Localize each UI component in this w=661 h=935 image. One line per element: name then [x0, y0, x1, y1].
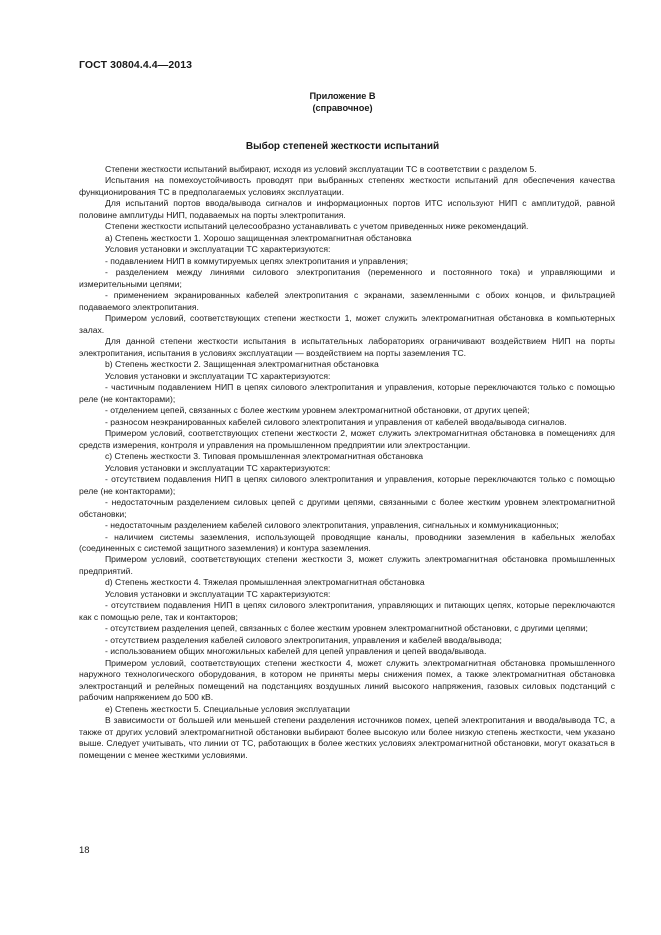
list-heading: b) Степень жесткости 2. Защищенная электромагнитная обстановка — [105, 359, 379, 370]
appendix-type: (справочное) — [312, 103, 373, 113]
paragraph: Для данной степени жесткости испытания в испытательных лабораториях ограничивают воздействием НИП на порты электропитания, испытания в условиях эксплуатации — воздействием на порты заземления ТС. — [79, 336, 615, 358]
paragraph: Примером условий, соответствующих степени жесткости 1, может служить электромагнитная обстановка в компьютерных залах. — [79, 313, 615, 335]
paragraph: Примером условий, соответствующих степени жесткости 2, может служить электромагнитная обстановка в помещениях для средств измерения, контроля и управления на промышленном предприятии или электростанции. — [79, 428, 615, 450]
body-text — [79, 164, 615, 761]
paragraph: Примером условий, соответствующих степени жесткости 4, может служить электромагнитная обстановка промышленного наружного технологического оборудования, в котором не приняты меры снижения помех, а также электромагнитная обстановка электростанций и релейных помещений на подстанциях воздушных линий высокого напряжения, газовых силовых подстанций с рабочим напряжением до 500 кВ. — [79, 657, 615, 703]
paragraph: Испытания на помехоустойчивость проводят при выбранных степенях жесткости испытаний для обеспечения качества функционирования ТС в предполагаемых условиях эксплуатации. — [79, 175, 615, 197]
list-heading: a) Степень жесткости 1. Хорошо защищенная электромагнитная обстановка — [105, 232, 412, 243]
list-item: - отделением цепей, связанных с более жестким уровнем электромагнитной обстановки, от других цепей; — [105, 405, 530, 416]
list-item: - применением экранированных кабелей электропитания с экранами, заземленными с обоих концов, и фильтрацией подаваемого электропитания. — [79, 290, 615, 312]
list-item: - разделением между линиями силового электропитания (переменного и постоянного тока) и управляющими и измерительными цепями; — [79, 267, 615, 289]
paragraph: Условия установки и эксплуатации ТС характеризуются: — [105, 244, 331, 255]
paragraph: Примером условий, соответствующих степени жесткости 3, может служить электромагнитная обстановка промышленных предприятий. — [79, 554, 615, 576]
list-item: - разносом неэкранированных кабелей силового электропитания и управления от кабелей ввода/вывода сигналов. — [105, 416, 567, 427]
document-header: ГОСТ 30804.4.4—2013 — [79, 59, 193, 71]
list-item: - отсутствием разделения кабелей силового электропитания, управления и кабелей ввода/вывода; — [105, 634, 502, 645]
list-item: - наличием системы заземления, использующей проводящие каналы, проводники заземления в кабельных желобах (соединенных с системой защитного заземления) и контура заземления. — [79, 531, 615, 553]
list-item: - частичным подавлением НИП в цепях силового электропитания и управления, которые переключаются только с помощью реле (не контакторами); — [79, 382, 615, 404]
list-item: - недостаточным разделением силовых цепей с другими цепями, связанными с более жестким уровнем электромагнитной обстановки; — [79, 497, 615, 519]
list-item: - недостаточным разделением кабелей силового электропитания, управления, сигнальных и коммуникационных; — [105, 520, 559, 531]
list-heading: c) Степень жесткости 3. Типовая промышленная электромагнитная обстановка — [105, 451, 424, 462]
page-number: 18 — [79, 845, 90, 856]
paragraph: Степени жесткости испытаний выбирают, исходя из условий эксплуатации ТС в соответствии с разделом 5. — [105, 164, 537, 174]
list-heading: e) Степень жесткости 5. Специальные условия эксплуатации — [105, 703, 350, 714]
paragraph: Условия установки и эксплуатации ТС характеризуются: — [105, 370, 331, 381]
list-item: - отсутствием подавления НИП в цепях силового электропитания, управляющих и питающих цепях, которые переключаются как с помощью реле, так и контакторов; — [79, 600, 615, 622]
paragraph: Условия установки и эксплуатации ТС характеризуются: — [105, 588, 331, 599]
paragraph: Для испытаний портов ввода/вывода сигналов и информационных портов ИТС используют НИП с амплитудой, равной половине амплитуды НИП, подаваемых на порты электропитания. — [79, 198, 615, 220]
list-item: - отсутствием разделения цепей, связанных с более жестким уровнем электромагнитной обстановки, с другими цепями; — [105, 623, 588, 634]
list-heading: d) Степень жесткости 4. Тяжелая промышленная электромагнитная обстановка — [105, 577, 425, 588]
appendix-label: Приложение В — [309, 91, 376, 101]
list-item: - отсутствием подавления НИП в цепях силового электропитания и управления, которые переключаются только с помощью реле (не контакторами); — [79, 474, 615, 496]
paragraph: Условия установки и эксплуатации ТС характеризуются: — [105, 462, 331, 473]
section-title: Выбор степеней жесткости испытаний — [245, 141, 440, 152]
list-item: - использованием общих многожильных кабелей для цепей управления и цепей ввода/вывода. — [105, 646, 487, 657]
paragraph: Степени жесткости испытаний целесообразно устанавливать с учетом приведенных ниже рекомендаций. — [105, 221, 529, 232]
list-item: - подавлением НИП в коммутируемых цепях электропитания и управления; — [105, 255, 409, 266]
paragraph: В зависимости от большей или меньшей степени разделения источников помех, цепей электропитания и ввода/вывода ТС, а также от других условий электромагнитной обстановки выбирают более высокую или более низкую степень жесткости, чем указано выше. Следует учитывать, что линии от ТС, работающих в более жестких условиях электромагнитной обстановки, могут оказаться в помещении с менее жесткими условиями. — [79, 715, 615, 760]
